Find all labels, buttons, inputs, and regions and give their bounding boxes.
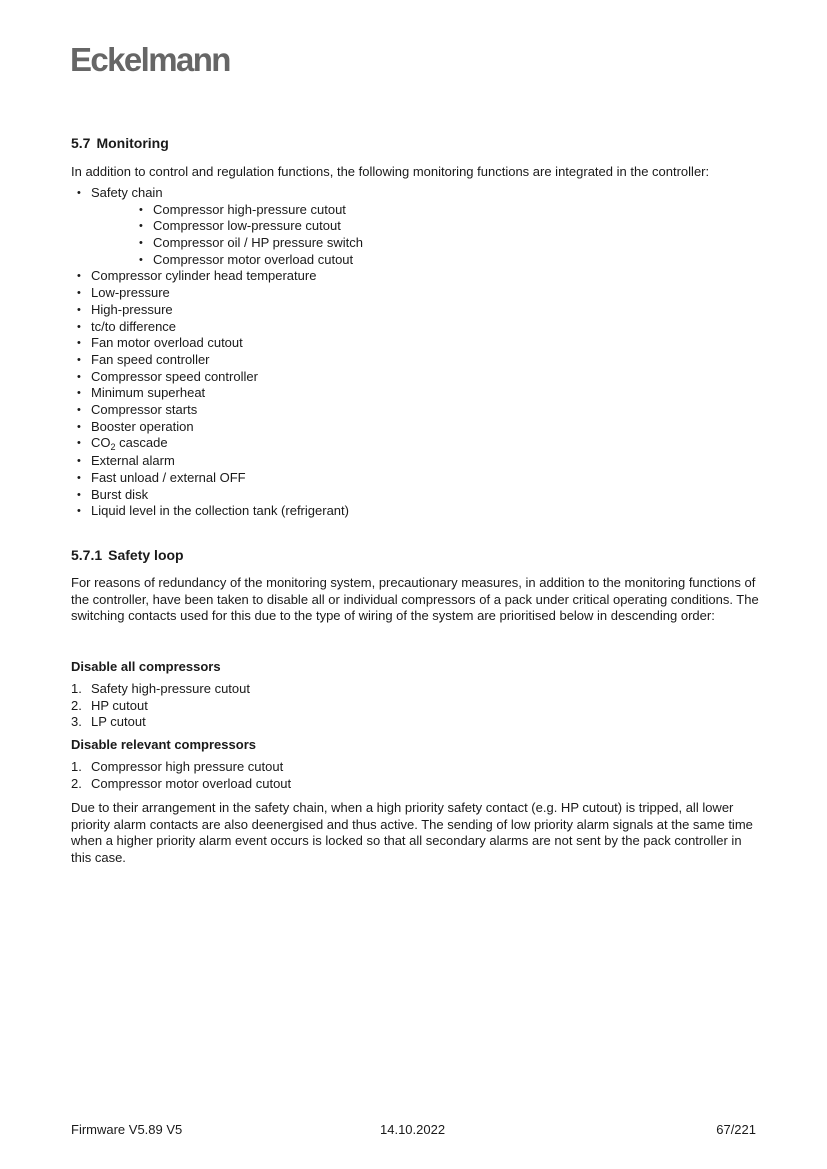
item-label: LP cutout [91,714,146,730]
section-number: 5.7 [71,135,91,151]
list-item [71,681,250,698]
list-item: • Fan motor overload cutout [71,335,363,352]
subsection-number: 5.7.1 [71,547,103,563]
item-label: Safety high-pressure cutout [91,681,250,696]
list-item: • External alarm [71,453,363,470]
co2-suffix: cascade [115,435,168,451]
safety-chain-sublist [91,202,363,269]
list-item [71,435,363,453]
list-item: • Low-pressure [71,285,363,302]
footer-firmware: Firmware V5.89 V5 [71,1122,183,1137]
item-label: Compressor high pressure cutout [91,759,284,774]
item-label: HP cutout [91,697,148,713]
monitoring-functions-list [71,185,363,520]
footer-date: 14.10.2022 [380,1122,446,1137]
subsection-title: Safety loop [108,547,184,563]
sublist-item: • Compressor motor overload cutout [91,252,363,269]
list-item: • Burst disk [71,487,363,504]
item-number: 1. [71,681,82,696]
list-item: • Fan speed controller [71,352,363,369]
sublist-item: • Compressor low-pressure cutout [91,218,363,235]
item-number: 1. [71,759,82,774]
footer-page-number: 67/221 [716,1122,756,1137]
section-intro: In addition to control and regulation functions, the following monitoring functions are integrated in the controller: [71,164,710,179]
disable-all-list [71,681,250,731]
list-item-label: Safety chain [91,185,163,200]
item-number: 2. [71,775,82,791]
list-item [71,698,250,715]
sublist-item: • Compressor oil / HP pressure switch [91,235,363,252]
list-item: • High-pressure [71,302,363,319]
list-item [71,776,291,793]
sublist-item: • Compressor high-pressure cutout [91,202,363,219]
list-item: • Liquid level in the collection tank (refrigerant) [71,503,363,520]
section-heading [71,134,169,152]
safety-loop-paragraph-2: Due to their arrangement in the safety chain, when a high priority safety contact (e.g. HP cutout) is tripped, all lower priority alarm contacts are also deenergised and thus active. The sending of low priority alarm signals at the same time when a higher priority alarm event occurs is locked so that all secondary alarms are not sent by the pack controller in this case. [71,800,753,866]
list-item: • Minimum superheat [71,385,363,402]
list-item [71,185,363,268]
list-item: • Booster operation [71,419,363,436]
item-number: 3. [71,714,82,730]
co2-prefix: CO [91,435,111,451]
page-footer [71,1122,756,1140]
list-item: • Compressor starts [71,402,363,419]
disable-relevant-heading: Disable relevant compressors [71,737,256,752]
list-item [71,714,250,731]
list-item: • Compressor speed controller [71,369,363,386]
section-title: Monitoring [96,135,169,151]
co2-subscript: 2 [110,442,116,453]
safety-loop-paragraph-1: For reasons of redundancy of the monitoring system, precautionary measures, in addition to the monitoring functions of the controller, have been taken to disable all or individual compressors of a pack under critical operating conditions. The switching contacts used for this due to the type of wiring of the system are prioritised below in descending order: [71,575,759,624]
item-number: 2. [71,697,82,713]
disable-all-heading: Disable all compressors [71,659,221,674]
disable-relevant-list [71,759,291,792]
list-item: • Compressor cylinder head temperature [71,268,363,285]
list-item: • Fast unload / external OFF [71,470,363,487]
item-label: Compressor motor overload cutout [91,775,292,791]
company-logo: Eckelmann [70,41,230,78]
list-item [71,759,291,776]
list-item: • tc/to difference [71,319,363,336]
subsection-heading [71,546,184,564]
